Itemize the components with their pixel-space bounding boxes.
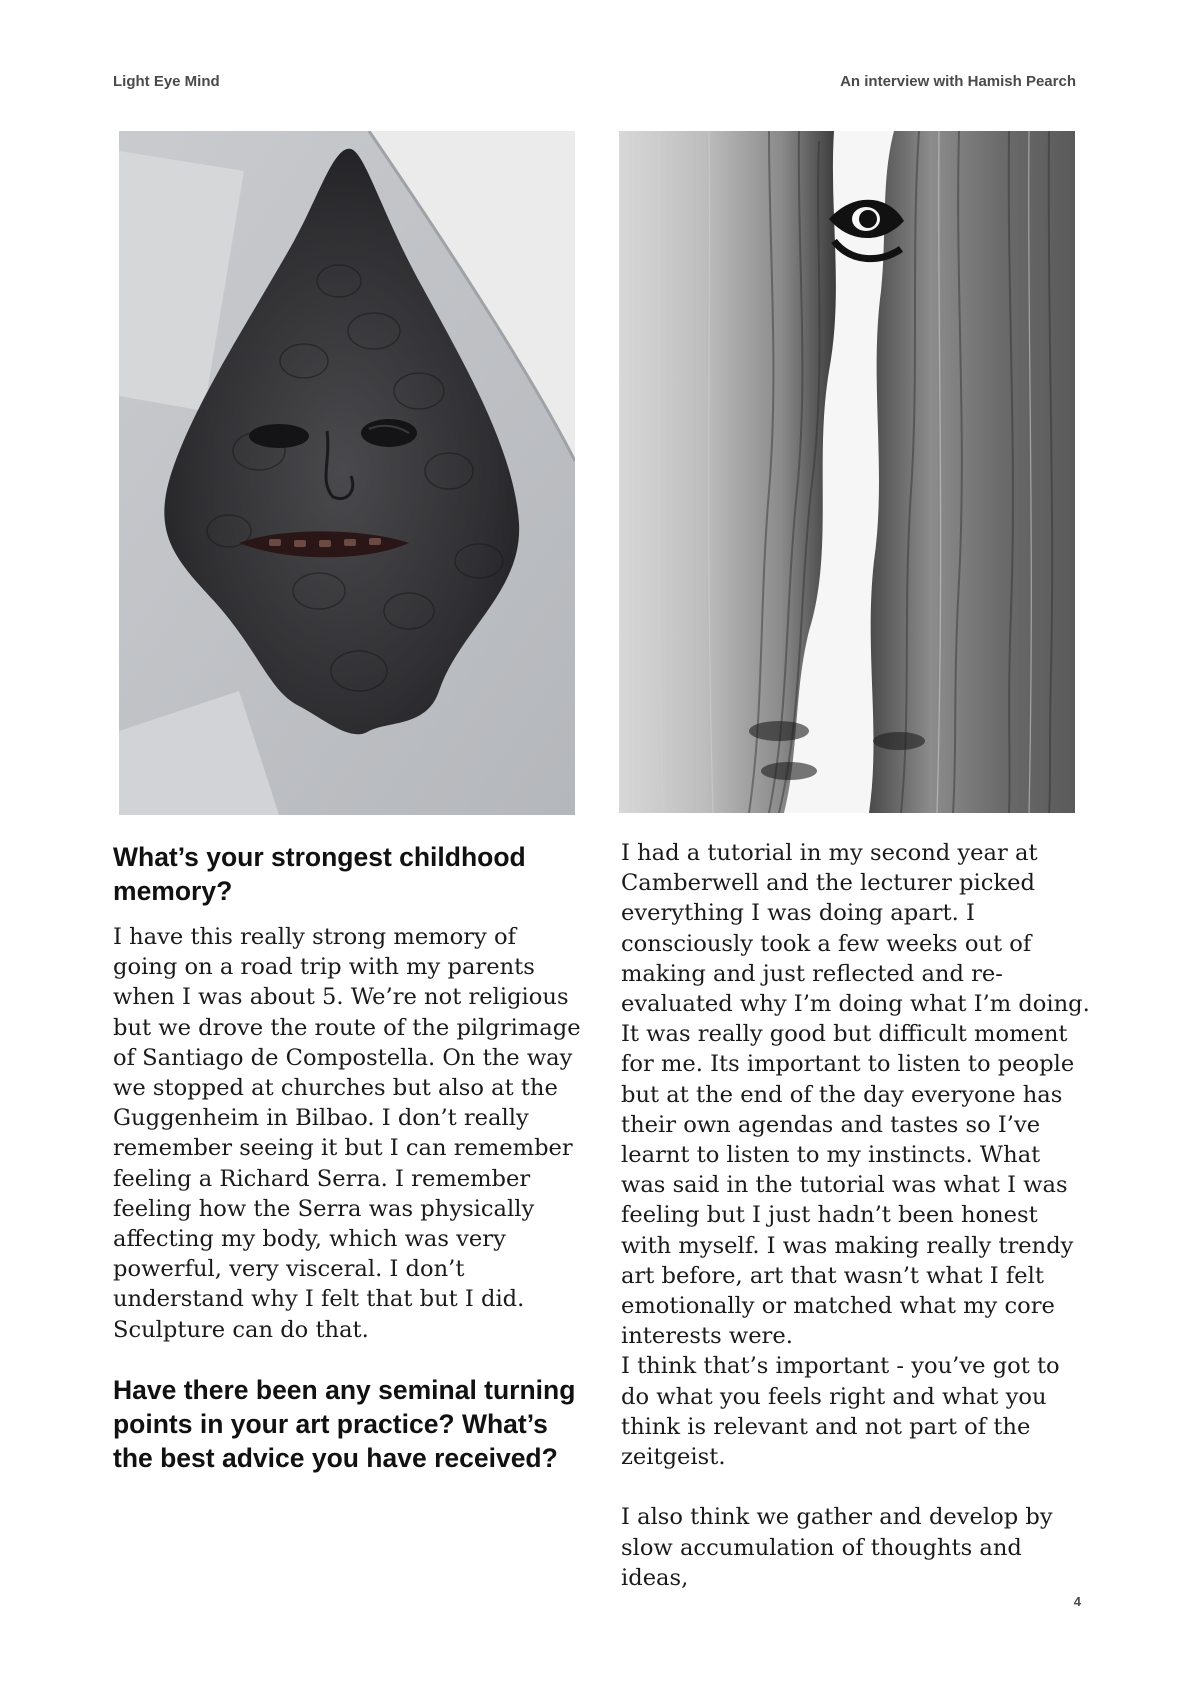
left-text-column xyxy=(113,840,583,1475)
ink-brushstroke-eye-artwork xyxy=(619,131,1075,813)
section-heading-turning-points: Have there been any seminal turning points in your art practice? What’s the best advice you have received? xyxy=(113,1374,576,1473)
section-body-childhood: I have this really strong memory of going on a road trip with my parents when I was about 5. We’re not religious but we drove the route of the pilgrimage of Santiago de Compostella. On the way we stopped at churches but also at the Guggenheim in Bilbao. I don’t really remember seeing it but I can remember feeling a Richard Serra. I remember feeling how the Serra was physically affecting my body, which was very powerful, very visceral. I don’t understand why I felt that but I did. Sculpture can do that. xyxy=(113,924,581,1343)
right-text-column xyxy=(621,840,1091,1593)
section-heading-childhood: What’s your strongest childhood memory? xyxy=(113,842,526,906)
running-header-title: Light Eye Mind xyxy=(113,73,220,90)
page-number: 4 xyxy=(1073,1594,1081,1609)
running-header-subtitle: An interview with Hamish Pearch xyxy=(840,73,1076,90)
section-body-turning-points: I had a tutorial in my second year at Camberwell and the lecturer picked everything I was doing apart. I consciously took a few weeks out of making and just reflected and re-evaluated why I’m doing what I’m doing. It was really good but difficult moment for me. Its important to listen to people but at the end of the day everyone has their own agendas and tastes so I’ve learnt to listen to my instincts. What was said in the tutorial was what I was feeling but I just hadn’t been honest with myself. I was making really trendy art before, art that wasn’t what I felt emotionally or matched what my core interests were. I think that’s important - you’ve got to do what you feels right and what you think is relevant and not part of the zeitgeist. I also think we gather and develop by slow accumulation of thoughts and ideas, xyxy=(621,840,1090,1591)
clay-mask-sculpture-photo xyxy=(119,131,575,815)
